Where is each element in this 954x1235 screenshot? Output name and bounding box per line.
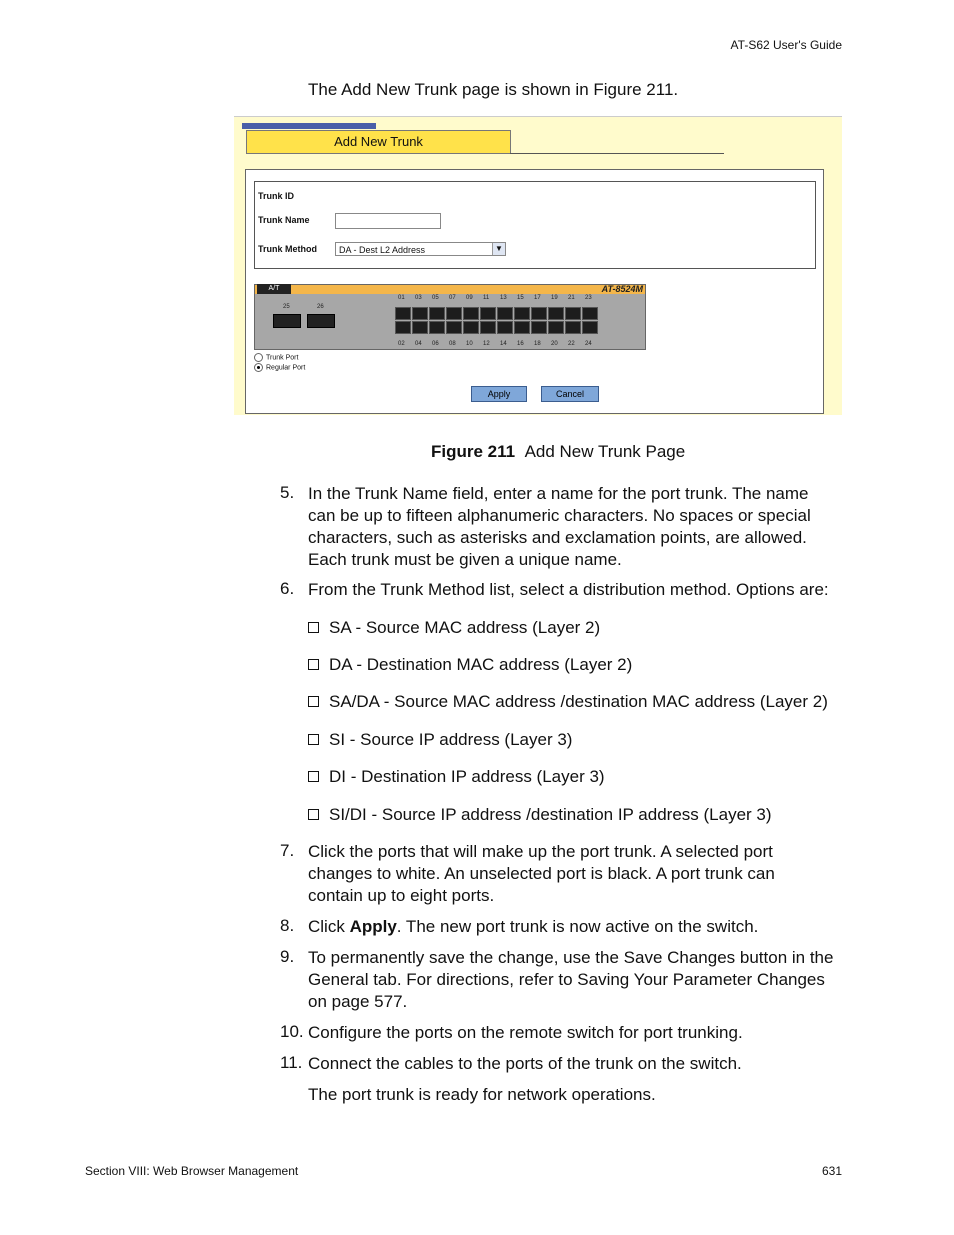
port-number: 03 <box>415 295 422 301</box>
checkbox-bullet-icon <box>308 771 319 782</box>
footer-section: Section VIII: Web Browser Management <box>85 1164 299 1178</box>
option-item: SA/DA - Source MAC address /destination MAC address (Layer 2) <box>308 691 828 713</box>
port-number: 22 <box>568 341 575 347</box>
switch-port-09[interactable] <box>463 307 479 320</box>
switch-port-18[interactable] <box>531 321 547 334</box>
port-number: 07 <box>449 295 456 301</box>
trunk-fields-box <box>254 181 816 269</box>
port-number: 11 <box>483 295 490 301</box>
step-number: 9. <box>280 947 295 966</box>
intro-paragraph: The Add New Trunk page is shown in Figure 211. <box>308 80 679 99</box>
step-number: 8. <box>280 916 295 935</box>
option-item: SI/DI - Source IP address /destination IP address (Layer 3) <box>308 804 772 826</box>
apply-button[interactable]: Apply <box>471 386 527 402</box>
port-number: 06 <box>432 341 439 347</box>
apply-emphasis: Apply <box>349 917 397 936</box>
switch-port-23[interactable] <box>582 307 598 320</box>
port-number: 08 <box>449 341 456 347</box>
checkbox-bullet-icon <box>308 696 319 707</box>
step-5-text <box>308 483 811 571</box>
option-item: DA - Destination MAC address (Layer 2) <box>308 654 632 676</box>
trunk-id-label: Trunk ID <box>258 191 295 201</box>
port-number: 02 <box>398 341 405 347</box>
cancel-button[interactable]: Cancel <box>541 386 599 402</box>
port-number: 16 <box>517 341 524 347</box>
port-number: 10 <box>466 341 473 347</box>
form-container <box>245 169 824 414</box>
text-line: contain up to eight ports. <box>308 886 495 905</box>
switch-port-04[interactable] <box>412 321 428 334</box>
switch-port-05[interactable] <box>429 307 445 320</box>
step-number: 11. <box>280 1053 303 1072</box>
checkbox-bullet-icon <box>308 809 319 820</box>
step-9-text <box>308 947 833 1013</box>
port-number: 12 <box>483 341 490 347</box>
regular-port-label: Regular Port <box>266 364 306 372</box>
figure-title: Add New Trunk Page <box>524 442 686 461</box>
port-number: 17 <box>534 295 541 301</box>
text-line: Click the ports that will make up the port trunk. A selected port <box>308 842 773 861</box>
switch-port-16[interactable] <box>514 321 530 334</box>
text-line: can be up to fifteen alphanumeric characters. No spaces or special <box>308 506 811 525</box>
trunk-method-select[interactable] <box>335 242 506 256</box>
switch-port-07[interactable] <box>446 307 462 320</box>
switch-port-20[interactable] <box>548 321 564 334</box>
checkbox-bullet-icon <box>308 734 319 745</box>
port-number: 01 <box>398 295 405 301</box>
port-number: 23 <box>585 295 592 301</box>
step-number: 7. <box>280 841 295 860</box>
vendor-logo: A/T <box>257 284 291 294</box>
step-8-text: Click Apply. The new port trunk is now active on the switch. <box>308 917 759 936</box>
switch-port-08[interactable] <box>446 321 462 334</box>
tab-underline <box>510 153 724 154</box>
port-number: 09 <box>466 295 473 301</box>
step-number: 6. <box>280 579 295 598</box>
port-number: 13 <box>500 295 507 301</box>
step-7-text <box>308 841 775 907</box>
port-number: 24 <box>585 341 592 347</box>
switch-port-17[interactable] <box>531 307 547 320</box>
switch-port-21[interactable] <box>565 307 581 320</box>
trunk-name-input[interactable] <box>335 213 441 229</box>
step-11-text: Connect the cables to the ports of the trunk on the switch. <box>308 1054 742 1073</box>
port-number: 15 <box>517 295 524 301</box>
port-number: 19 <box>551 295 558 301</box>
switch-port-06[interactable] <box>429 321 445 334</box>
trunk-method-label: Trunk Method <box>258 244 317 254</box>
switch-port-02[interactable] <box>395 321 411 334</box>
legend-regular-port <box>254 363 305 372</box>
port-number: 25 <box>283 304 290 310</box>
switch-port-12[interactable] <box>480 321 496 334</box>
panel-top-bar <box>255 285 645 294</box>
switch-port-13[interactable] <box>497 307 513 320</box>
option-item: SI - Source IP address (Layer 3) <box>308 729 572 751</box>
option-item: SA - Source MAC address (Layer 2) <box>308 617 600 639</box>
checkbox-bullet-icon <box>308 622 319 633</box>
switch-port-14[interactable] <box>497 321 513 334</box>
text-line: To permanently save the change, use the Save Changes button in the <box>308 948 834 967</box>
figure-caption <box>431 442 685 462</box>
radio-icon <box>254 353 263 362</box>
trunk-name-label: Trunk Name <box>258 215 310 225</box>
trunk-method-value: DA - Dest L2 Address <box>339 245 426 255</box>
step-number: 10. <box>280 1022 304 1041</box>
port-number: 05 <box>432 295 439 301</box>
running-header: AT-S62 User's Guide <box>730 38 842 52</box>
trunk-port-label: Trunk Port <box>266 354 299 362</box>
text-line: General tab. For directions, refer to Saving Your Parameter Changes <box>308 970 825 989</box>
text-line: Each trunk must be given a unique name. <box>308 550 622 569</box>
port-number: 26 <box>317 304 324 310</box>
tab-bar <box>242 123 376 129</box>
checkbox-bullet-icon <box>308 659 319 670</box>
port-number: 18 <box>534 341 541 347</box>
switch-port-01[interactable] <box>395 307 411 320</box>
radio-selected-icon <box>254 363 263 372</box>
switch-port-22[interactable] <box>565 321 581 334</box>
switch-port-24[interactable] <box>582 321 598 334</box>
step-6-text: From the Trunk Method list, select a distribution method. Options are: <box>308 580 829 599</box>
uplink-port-26[interactable] <box>307 314 335 328</box>
port-number: 21 <box>568 295 575 301</box>
port-number: 04 <box>415 341 422 347</box>
switch-front-panel <box>254 284 646 350</box>
chevron-down-icon[interactable]: ▼ <box>492 243 505 255</box>
figure-number: Figure 211 <box>431 442 516 461</box>
legend-trunk-port <box>254 353 298 362</box>
switch-port-10[interactable] <box>463 321 479 334</box>
switch-model: AT-8524M <box>601 284 643 294</box>
switch-port-11[interactable] <box>480 307 496 320</box>
port-number: 14 <box>500 341 507 347</box>
text-line: In the Trunk Name field, enter a name for the port trunk. The name <box>308 484 809 503</box>
text-line: characters, such as asterisks and exclamation points, are allowed. <box>308 528 807 547</box>
switch-port-19[interactable] <box>548 307 564 320</box>
port-number: 20 <box>551 341 558 347</box>
step-10-text: Configure the ports on the remote switch for port trunking. <box>308 1023 743 1042</box>
text-line: changes to white. An unselected port is black. A port trunk can <box>308 864 775 883</box>
add-new-trunk-screenshot <box>234 116 842 415</box>
uplink-port-25[interactable] <box>273 314 301 328</box>
step-number: 5. <box>280 483 295 502</box>
footer-page-number: 631 <box>821 1164 842 1178</box>
tab-add-new-trunk[interactable]: Add New Trunk <box>246 130 511 154</box>
text-line: on page 577. <box>308 992 408 1011</box>
switch-port-03[interactable] <box>412 307 428 320</box>
switch-port-15[interactable] <box>514 307 530 320</box>
closing-paragraph: The port trunk is ready for network operations. <box>308 1085 656 1104</box>
option-item: DI - Destination IP address (Layer 3) <box>308 766 605 788</box>
